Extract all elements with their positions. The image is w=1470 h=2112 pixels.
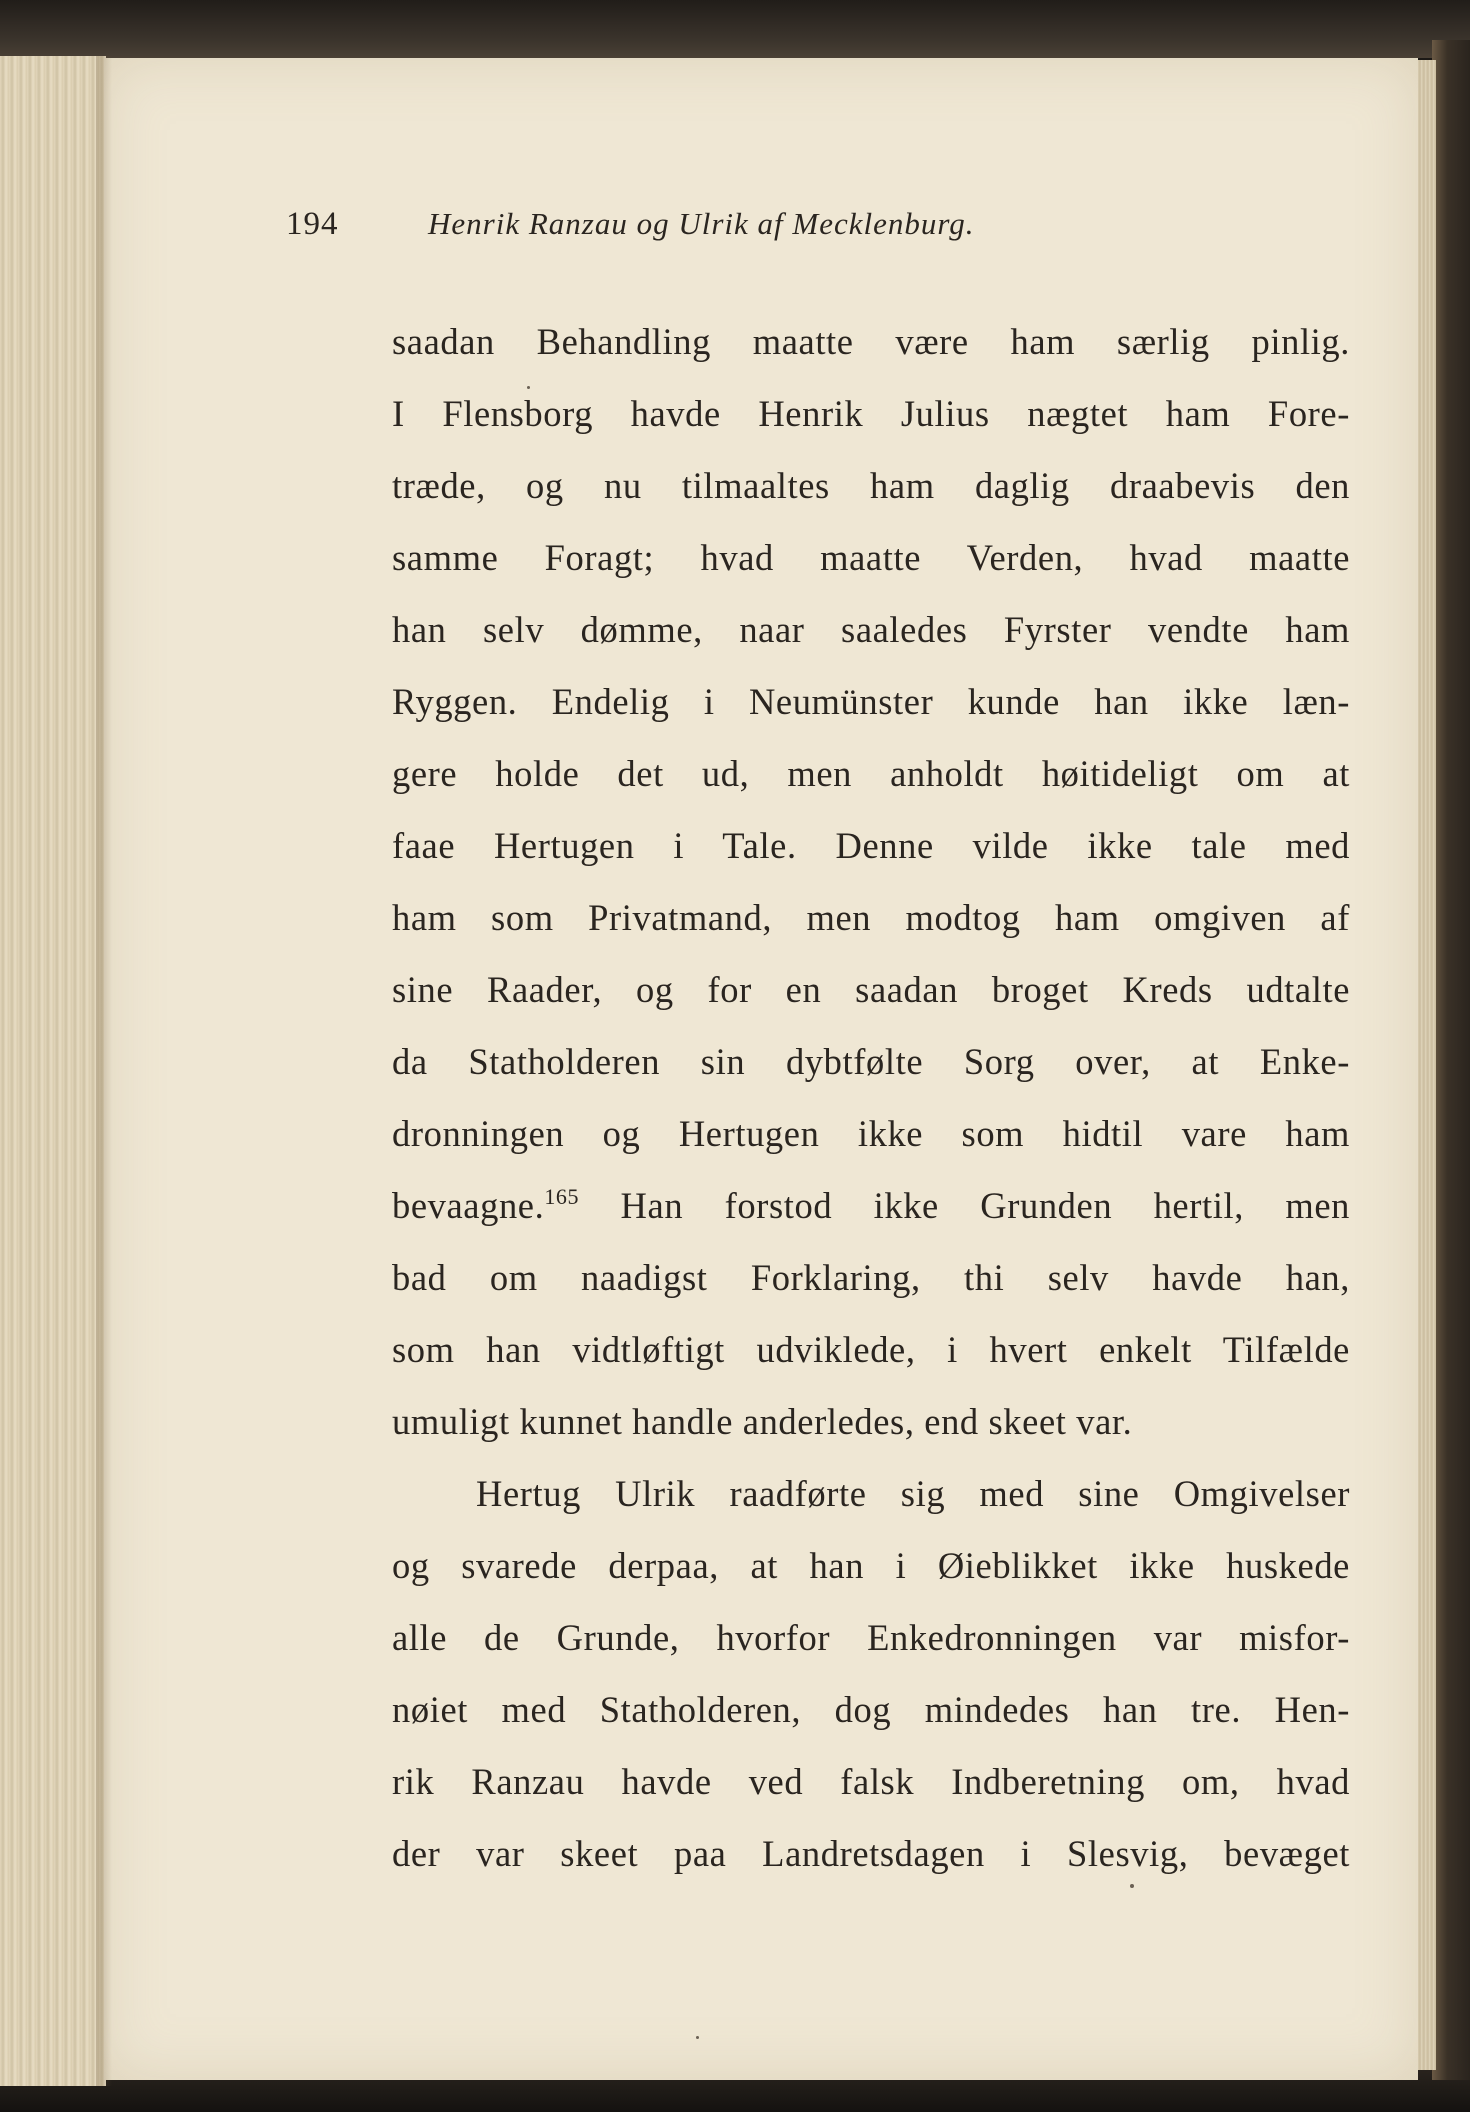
book-top-edge	[0, 0, 1470, 58]
text-line: bad om naadigst Forklaring, thi selv havde han,	[392, 1257, 1350, 1298]
footnote-reference: 165	[544, 1184, 580, 1209]
text-line-with-footnote	[392, 1170, 1350, 1242]
page-number: 194	[286, 206, 339, 242]
text-line: Ryggen. Endelig i Neumünster kunde han ikke læn-	[392, 681, 1350, 722]
text-line: som han vidtløftigt udviklede, i hvert enkelt Tilfælde	[392, 1329, 1350, 1370]
text-line: han selv dømme, naar saaledes Fyrster vendte ham	[392, 609, 1350, 650]
body-text	[392, 306, 1350, 1890]
text-line: alle de Grunde, hvorfor Enkedronningen var misfor-	[392, 1617, 1350, 1658]
text-line: der var skeet paa Landretsdagen i Slesvig, bevæget	[392, 1833, 1350, 1874]
footnote-line-start: bevaagne.	[392, 1185, 545, 1226]
gutter-shadow	[96, 56, 112, 2086]
text-line: gere holde det ud, men anholdt høitideligt om at	[392, 753, 1350, 794]
text-line: nøiet med Statholderen, dog mindedes han tre. Hen-	[392, 1689, 1350, 1730]
text-line: ham som Privatmand, men modtog ham omgiven af	[392, 897, 1350, 938]
paper-speck	[696, 2036, 699, 2039]
text-line: og svarede derpaa, at han i Øieblikket ikke huskede	[392, 1545, 1350, 1586]
text-line: træde, og nu tilmaaltes ham daglig draabevis den	[392, 465, 1350, 506]
text-line: umuligt kunnet handle anderledes, end skeet var.	[392, 1401, 1133, 1442]
text-line: I Flensborg havde Henrik Julius nægtet ham Fore-	[392, 393, 1350, 434]
page-header	[286, 206, 1246, 256]
paper-speck	[1130, 1884, 1134, 1888]
left-page-stack	[0, 56, 106, 2086]
text-line: saadan Behandling maatte være ham særlig pinlig.	[392, 321, 1350, 362]
paper-speck	[527, 386, 530, 389]
text-line: faae Hertugen i Tale. Denne vilde ikke tale med	[392, 825, 1350, 866]
text-line: rik Ranzau havde ved falsk Indberetning om, hvad	[392, 1761, 1350, 1802]
text-line: da Statholderen sin dybtfølte Sorg over, at Enke-	[392, 1041, 1350, 1082]
footnote-line-end: Han forstod ikke Grunden hertil, men	[579, 1185, 1350, 1226]
text-line: Hertug Ulrik raadførte sig med sine Omgivelser	[476, 1473, 1350, 1514]
book-right-edge	[1432, 40, 1470, 2080]
running-title: Henrik Ranzau og Ulrik af Mecklenburg.	[428, 206, 975, 241]
text-line: dronningen og Hertugen ikke som hidtil vare ham	[392, 1113, 1350, 1154]
text-line: samme Foragt; hvad maatte Verden, hvad maatte	[392, 537, 1350, 578]
text-line: sine Raader, og for en saadan broget Kreds udtalte	[392, 969, 1350, 1010]
